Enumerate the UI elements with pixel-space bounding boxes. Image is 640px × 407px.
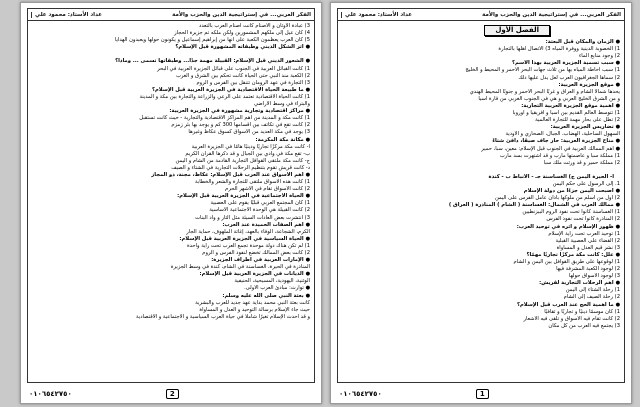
question-heading: ● الحياة السياسية في الجزيرة العربية قبل الإسلام:	[179, 235, 310, 242]
text-line: 1) مملكة سبأ و عاصمتها مأرب و قد اشتهرت بسد مأرب	[499, 152, 620, 159]
text-line: 1) تتوسط العالم القديم بين آسيا و أفريقيا و أوروبا	[512, 110, 620, 117]
text-line: 3) انتشرت بعض العادات السيئة مثل الثأر و وأد البنات	[195, 214, 310, 221]
text-line	[32, 51, 310, 58]
text-line: 3) عبادة الأوثان و الأصنام كانت أصنام العرب بالتعدد	[199, 23, 310, 29]
question-heading: ● الإمارات العربية في أطراف الجزيرة:	[211, 257, 310, 264]
text-line: المناذرة في الحيرة، الغساسنة في الشام، كندة في وسط الجزيرة	[170, 264, 310, 271]
question-heading: ● الشعور الديني قبل الإسلام: القبيلة مهمة جدًا... وطبقاتها تسمى ... وماذا؟	[115, 58, 310, 65]
question-heading: ● أثر الشكل الديني وطبقاته المشهورة قبل الإسلام؟	[175, 44, 310, 51]
text-line: ● أهم الممالك العربية في الجنوب قبل الإسلام: معين، سبأ، حمير	[481, 145, 620, 152]
text-line: 3) لوجود الأسواق حولها	[568, 273, 620, 280]
page-footer	[29, 387, 313, 401]
question-heading: ● أصبحت اليمن جزءًا من دولة الإسلام	[523, 188, 620, 195]
text-line: 1) كانت مكة و المدينة من أهم المراكز الاقتصادية والتجارية - حيث كانت تستقبل	[139, 115, 310, 122]
phone-number: ٠١٠٦٥٤٢٧٥٠	[29, 390, 72, 398]
text-line: حيث جاء الإسلام برسالة التوحيد و العدل و المساواة	[199, 306, 310, 313]
question-heading: ● ظهور الإسلام و أثره في توحيد العرب:	[516, 223, 620, 230]
text-line: 3) نشر قيم العدل و المساواة	[556, 244, 620, 251]
text-line: 4) كان عيل إلى ملكهم المشمورين ولكن ملكه تم جزيرة الحجاز	[174, 30, 310, 37]
document-page-1	[330, 2, 632, 404]
header-teacher: عداد الأستاذ: محمود علي	[341, 12, 412, 18]
text-line: 3) التجارة في عهد الرومان تتنقل بين الفرس و الروم	[196, 79, 310, 86]
page-footer	[339, 387, 623, 401]
text-line	[342, 167, 620, 174]
text-line: أ- الحيرة اليمن ج) الغساسنة جـ - الأنباط ب - كندة	[488, 173, 614, 180]
question-heading: ● الحياة الاجتماعية في الجزيرة العربية قبل الإسلام:	[177, 193, 310, 200]
question-heading: ● الزمان والمكان قبل البعثة:	[545, 39, 620, 46]
text-line: الوثنية، اليهودية، المسيحية، الحنيفية	[234, 278, 310, 285]
lesson-title: الفصل الأول	[484, 25, 550, 36]
text-line: و من الشرق الخليج العربي و هي في الجنوب الغربي من قارة آسيا	[478, 95, 620, 102]
page-content	[28, 21, 314, 321]
page-content	[338, 21, 624, 330]
text-line: ● توارث: مبادئ العرب الأولى.	[244, 285, 310, 292]
question-heading: ● أهمية موقع الجزيرة العربية التجارية:	[521, 102, 620, 109]
text-line: 2) تطل على بحار مهمة للتجارة العالمية	[535, 117, 620, 124]
text-line: 2) الكعبة منذ النبي حتى الحياة كانت تحكم بين الشرق و الغرب	[175, 72, 310, 79]
text-line: و قد أحدث الإسلام تغيرًا شاملاً في حياة العرب السياسية و الاجتماعية و الاقتصادية	[136, 313, 310, 320]
text-line: ج- كانت مكة ملتقى القوافل التجارية القادمة من الشام و اليمن	[175, 157, 310, 164]
text-line: 2) كانت تقام فيه الأسواق و تلقى فيه الأشعار	[523, 315, 620, 322]
phone-number: ٠١٠٦٥٤٢٧٥٠	[339, 390, 382, 398]
text-line: 1) توحيد العرب تحت راية الإسلام	[548, 230, 620, 237]
question-heading: ● ما أهمية الحج عند العرب قبل الإسلام؟	[516, 301, 620, 308]
question-heading: ● مراكز اقتصادية وتجارية مشهورة في الجزيرة العربية:	[169, 108, 310, 115]
question-heading: ● بعثة النبي صلى الله عليه وسلم:	[222, 292, 310, 299]
text-line: 1) كان المجتمع العربي قبليًا يقوم على العصبية	[210, 200, 310, 207]
text-line: 2) كانت الأسواق تقام في الأشهر الحرم	[225, 186, 310, 193]
question-heading: ● أهم الصفات الحميدة عند العرب:	[222, 221, 310, 228]
question-heading: ● ما طبيعة الحياة الاقتصادية في الجزيرة العربية قبل الإسلام؟	[151, 86, 310, 93]
text-line: 3) يوجد في مكة العديد من الأسواق كسوق عكاظ وغيرها	[188, 129, 310, 136]
text-line: أ- كانت مكة مركزًا تجاريًا ودينيًا هامًا في الجزيرة العربية	[191, 143, 310, 150]
page-border-frame	[27, 8, 315, 383]
question-heading: ● مناخ الجزيرة العربية: حار جاف صيفًا، دافئ شتاءً	[492, 138, 620, 145]
text-line: 2) أول من أسلم من ملوكها باذان عامل الفرس على اليمن	[494, 195, 620, 202]
page-number: 2	[166, 389, 179, 399]
text-line: 2) رحلة الصيف إلى الشام	[563, 294, 620, 301]
text-line: 1) كان موسمًا دينيًا و تجاريًا و ثقافيًا	[544, 308, 620, 315]
text-line: 1) لم تكن هناك دولة موحدة تجمع العرب تحت راية واحدة	[186, 242, 310, 249]
text-line: 2) كانت تقع في تكاتف بين أقسامها 300 كم و يوجد بها بئر زمزم	[171, 122, 310, 129]
header-teacher: عداد الأستاذ: محمود علي	[31, 12, 102, 18]
text-line: 2) سماها الجغرافيون العرب لعل يدل عليها ذلك	[518, 74, 620, 81]
header-title: الفكر العربي... في إستراتيجية الدين والحزب والأمة	[482, 11, 621, 18]
text-line: 1) كانت هذه الأسواق ملتقى للتجارة والشعر والخطابة	[194, 179, 310, 186]
text-line: 5) كان العرب يعظمون الكعبة على أنها من إبراهيم إسماعيل و يكونون حولها ويعبدون الهدايا	[114, 37, 310, 44]
text-line: 1. إلى الرسول على حكم اليمن	[552, 180, 620, 187]
text-line: ب- تقع مكة في وادي بين الجبال و قد ذكرها القرآن الكريم	[185, 150, 310, 157]
question-heading: ● علل: كانت مكة مركزًا تجاريًا مهمًا؟	[526, 251, 620, 258]
text-line: 1) الخصوبة الدينية ووفرة المياه 3) الاتصال أهلها بالتجارة	[498, 46, 620, 53]
text-line: 1) لوقوعها على طريق القوافل بين اليمن و الشام	[513, 259, 620, 265]
question-heading: ● تضاريس الجزيرة العربية:	[550, 124, 620, 131]
text-line: 2) لوجود الكعبة المشرفة فيها	[556, 266, 620, 273]
text-line: 1) كانت الحياة الاقتصادية تعتمد على الرعي والزراعة والتجارة بين مكة و المدينة	[139, 93, 310, 100]
text-line: كانت بعثة النبي محمد بداية عهد جديد للعرب والبشرية	[195, 299, 310, 306]
question-heading: ● ممالك العرب في الشمال: الغساسنة ( الشام ) المناذرة ( العراق )	[448, 202, 620, 209]
question-heading: ● أهم الأسواق عند العرب قبل الإسلام: عكاظ، مجنة، ذو المجاز	[151, 171, 310, 178]
page-number: 1	[476, 389, 489, 399]
header-title: الفكر العربي... في إستراتيجية الدين والحزب والأمة	[172, 11, 311, 18]
question-heading: ● مكانة مكة المكرمة:	[255, 136, 310, 143]
text-line: 3) يجتمع فيه العرب من كل مكان	[548, 322, 620, 329]
text-line: 1) الغساسنة كانوا تحت نفوذ الروم البيزنطيين	[522, 209, 620, 216]
document-page-2	[20, 2, 322, 404]
question-heading: ● سبب تسمية الجزيرة العربية بهذا الاسم؟	[511, 60, 620, 67]
page-header	[28, 9, 314, 21]
text-line: السهول الساحلية، الهضاب، الجبال، الصحاري و الأودية	[505, 131, 620, 138]
text-line: الكرم، الشجاعة، الوفاء بالعهد، إغاثة الملهوف، حماية الجار	[186, 228, 310, 235]
text-line: 2) كانت بعض الممالك تخضع لنفوذ الفرس و الروم	[202, 250, 310, 256]
text-line: والبتراء في وسط الأراضي	[253, 101, 310, 108]
text-line: يحدها شمالاً الشام و العراق و غربًا البحر الأحمر و جنوبًا المحيط الهندي	[469, 88, 620, 95]
text-line: 2) كانت القبيلة هي الوحدة الاجتماعية الأساسية	[209, 207, 310, 214]
question-heading: ● موقع الجزيرة العربية:	[558, 81, 620, 88]
text-line: 2) مملكة حمير و قد ورثت ملك سبأ	[543, 159, 620, 166]
question-heading: ● أهم الرحلات التجارية لقريش:	[539, 280, 620, 287]
text-line: 2) المناذرة كانوا تحت نفوذ الفرس	[546, 216, 620, 223]
text-line: 2) القضاء على العصبية القبلية	[555, 237, 620, 244]
text-line: 2) وجود منابع الماء	[578, 53, 620, 60]
question-heading: ● الديانات في الجزيرة العربية قبل الإسلام:	[199, 271, 310, 278]
text-line: د- كانت قريش تقوم بتنظيم الرحلات التجارية في الشتاء و الصيف	[171, 164, 310, 171]
text-line: 1) سبب أحاطة المياه بها من ثلاث جهات البحر الأحمر و المحيط و الخليج	[465, 67, 620, 74]
page-border-frame	[337, 8, 625, 383]
page-header	[338, 9, 624, 21]
text-line: 1) كانت القبائل العربية في الجنوب على قبائل الجزيرة العربية في البحر	[157, 65, 310, 72]
text-line: 1) رحلة الشتاء إلى اليمن	[565, 287, 620, 294]
